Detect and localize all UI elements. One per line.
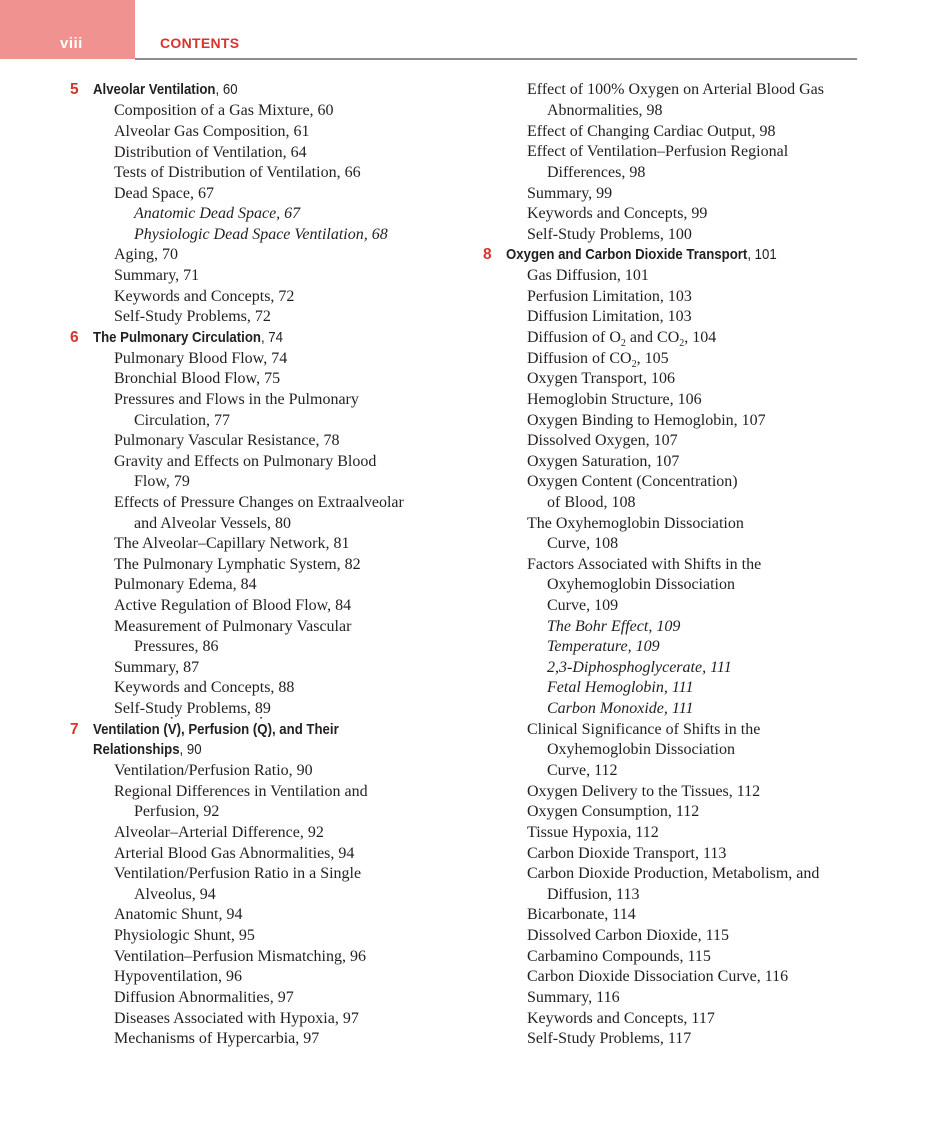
- toc-entry-continuation[interactable]: Flow, 79: [134, 473, 190, 490]
- toc-entry[interactable]: Alveolar Gas Composition, 61: [114, 123, 310, 140]
- toc-entry[interactable]: Effect of 100% Oxygen on Arterial Blood Gas: [527, 81, 824, 98]
- chapter-title: Relationships: [93, 741, 180, 758]
- subscript: 2: [631, 359, 637, 371]
- toc-entry-continuation[interactable]: Diffusion, 113: [547, 886, 640, 903]
- running-head: CONTENTS: [160, 35, 240, 51]
- toc-entry[interactable]: Self-Study Problems, 72: [114, 308, 271, 325]
- toc-entry[interactable]: Carbon Dioxide Dissociation Curve, 116: [527, 968, 789, 985]
- toc-subentry[interactable]: Physiologic Dead Space Ventilation, 68: [134, 226, 388, 243]
- toc-subentry[interactable]: Anatomic Dead Space, 67: [134, 205, 301, 222]
- toc-subentry[interactable]: The Bohr Effect, 109: [547, 618, 681, 635]
- chapter-page: , 101: [747, 246, 777, 263]
- chapter-number: 5: [70, 81, 79, 98]
- toc-entry[interactable]: Effects of Pressure Changes on Extraalveolar: [114, 494, 404, 511]
- toc-entry-continuation[interactable]: Abnormalities, 98: [547, 102, 663, 119]
- toc-entry-continuation[interactable]: Alveolus, 94: [134, 886, 216, 903]
- toc-entry-co2[interactable]: [527, 349, 669, 369]
- toc-entry[interactable]: Gravity and Effects on Pulmonary Blood: [114, 453, 377, 470]
- toc-entry[interactable]: Arterial Blood Gas Abnormalities, 94: [114, 845, 355, 862]
- toc-entry[interactable]: Bicarbonate, 114: [527, 906, 636, 923]
- toc-entry[interactable]: Anatomic Shunt, 94: [114, 906, 243, 923]
- toc-entry[interactable]: Pulmonary Edema, 84: [114, 576, 257, 593]
- toc-subentry[interactable]: 2,3-Diphosphoglycerate, 111: [547, 659, 732, 676]
- toc-entry[interactable]: Oxygen Delivery to the Tissues, 112: [527, 783, 761, 800]
- toc-subentry[interactable]: Temperature, 109: [547, 638, 660, 655]
- toc-entry[interactable]: Self-Study Problems, 100: [527, 226, 692, 243]
- toc-entry-continuation[interactable]: Oxyhemoglobin Dissociation: [547, 741, 735, 758]
- chapter-page: , 60: [215, 81, 238, 98]
- toc-entry[interactable]: Dead Space, 67: [114, 185, 214, 202]
- toc-entry[interactable]: Perfusion Limitation, 103: [527, 288, 692, 305]
- toc-entry[interactable]: The Pulmonary Lymphatic System, 82: [114, 556, 361, 573]
- toc-entry-continuation[interactable]: of Blood, 108: [547, 494, 636, 511]
- entry-text: , 105: [636, 350, 669, 367]
- chapter-page: , 74: [260, 329, 283, 346]
- toc-entry[interactable]: Oxygen Transport, 106: [527, 370, 676, 387]
- toc-entry-continuation[interactable]: Differences, 98: [547, 164, 646, 181]
- chapter-number: 7: [70, 721, 79, 738]
- toc-subentry[interactable]: Carbon Monoxide, 111: [547, 700, 694, 717]
- toc-entry[interactable]: Ventilation/Perfusion Ratio, 90: [114, 762, 313, 779]
- toc-entry[interactable]: The Alveolar–Capillary Network, 81: [114, 535, 350, 552]
- toc-entry[interactable]: Factors Associated with Shifts in the: [527, 556, 762, 573]
- q-dot-symbol: ˙ Q: [257, 721, 267, 738]
- chapter-page: , 90: [179, 741, 202, 758]
- toc-entry[interactable]: Effect of Ventilation–Perfusion Regional: [527, 143, 789, 160]
- toc-entry[interactable]: Pressures and Flows in the Pulmonary: [114, 391, 359, 408]
- toc-entry[interactable]: Pulmonary Blood Flow, 74: [114, 350, 288, 367]
- page-number: viii: [60, 35, 83, 52]
- toc-entry-continuation[interactable]: Curve, 108: [547, 535, 619, 552]
- toc-entry-continuation[interactable]: Curve, 112: [547, 762, 618, 779]
- toc-entry[interactable]: Summary, 116: [527, 989, 620, 1006]
- toc-entry[interactable]: Tests of Distribution of Ventilation, 66: [114, 164, 361, 181]
- toc-entry-continuation[interactable]: Perfusion, 92: [134, 803, 220, 820]
- toc-entry[interactable]: Tissue Hypoxia, 112: [527, 824, 659, 841]
- toc-entry[interactable]: Diseases Associated with Hypoxia, 97: [114, 1010, 359, 1027]
- toc-entry[interactable]: Oxygen Consumption, 112: [527, 803, 700, 820]
- chapter-title: Oxygen and Carbon Dioxide Transport: [506, 246, 748, 263]
- subscript: 2: [620, 338, 626, 350]
- chapter-number: 6: [70, 329, 79, 346]
- toc-entry[interactable]: Composition of a Gas Mixture, 60: [114, 102, 334, 119]
- toc-entry[interactable]: Diffusion Abnormalities, 97: [114, 989, 294, 1006]
- toc-entry[interactable]: Aging, 70: [114, 246, 178, 263]
- entry-text: Diffusion of O: [527, 329, 621, 346]
- toc-entry[interactable]: Hypoventilation, 96: [114, 968, 242, 985]
- toc-entry[interactable]: Keywords and Concepts, 88: [114, 679, 295, 696]
- toc-entry[interactable]: Gas Diffusion, 101: [527, 267, 649, 284]
- toc-entry[interactable]: Pulmonary Vascular Resistance, 78: [114, 432, 340, 449]
- chapter-number: 8: [483, 246, 492, 263]
- toc-entry-continuation[interactable]: and Alveolar Vessels, 80: [134, 515, 292, 532]
- toc-entry[interactable]: Summary, 87: [114, 659, 200, 676]
- toc-entry[interactable]: Self-Study Problems, 117: [527, 1030, 692, 1047]
- toc-entry[interactable]: Alveolar–Arterial Difference, 92: [114, 824, 324, 841]
- toc-entry[interactable]: Carbon Dioxide Production, Metabolism, and: [527, 865, 820, 882]
- toc-entry[interactable]: Summary, 99: [527, 185, 613, 202]
- toc-entry[interactable]: Measurement of Pulmonary Vascular: [114, 618, 352, 635]
- toc-entry[interactable]: Mechanisms of Hypercarbia, 97: [114, 1030, 320, 1047]
- toc-entry-continuation[interactable]: Oxyhemoglobin Dissociation: [547, 576, 735, 593]
- chapter-title-part: ), and Their: [267, 721, 339, 738]
- toc-entry[interactable]: Oxygen Binding to Hemoglobin, 107: [527, 412, 766, 429]
- toc-subentry[interactable]: Fetal Hemoglobin, 111: [547, 679, 694, 696]
- toc-entry[interactable]: Carbon Dioxide Transport, 113: [527, 845, 727, 862]
- toc-entry[interactable]: Physiologic Shunt, 95: [114, 927, 255, 944]
- toc-entry-continuation[interactable]: Pressures, 86: [134, 638, 219, 655]
- chapter-title-part: Ventilation (: [93, 721, 168, 738]
- v-dot-symbol: ˙ V: [168, 721, 177, 738]
- toc-entry[interactable]: Keywords and Concepts, 72: [114, 288, 295, 305]
- toc-entry[interactable]: Active Regulation of Blood Flow, 84: [114, 597, 352, 614]
- chapter-title-part: ), Perfusion (: [176, 721, 258, 738]
- chapter-title: Alveolar Ventilation: [93, 81, 216, 98]
- toc-entry[interactable]: Ventilation/Perfusion Ratio in a Single: [114, 865, 362, 882]
- toc-entry[interactable]: Dissolved Carbon Dioxide, 115: [527, 927, 730, 944]
- toc-entry[interactable]: Keywords and Concepts, 99: [527, 205, 708, 222]
- toc-entry[interactable]: Ventilation–Perfusion Mismatching, 96: [114, 948, 366, 965]
- toc-entry-continuation[interactable]: Circulation, 77: [134, 412, 230, 429]
- toc-entry-o2-co2[interactable]: [527, 328, 716, 348]
- toc-entry[interactable]: Summary, 71: [114, 267, 200, 284]
- toc-entry[interactable]: Self-Study Problems, 89: [114, 700, 271, 717]
- toc-entry[interactable]: Diffusion Limitation, 103: [527, 308, 692, 325]
- entry-text: Diffusion of CO: [527, 350, 632, 367]
- entry-text: , 104: [684, 329, 717, 346]
- toc-entry[interactable]: Oxygen Content (Concentration): [527, 473, 738, 490]
- toc-entry[interactable]: Hemoglobin Structure, 106: [527, 391, 702, 408]
- toc-entry[interactable]: Regional Differences in Ventilation and: [114, 783, 368, 800]
- toc-entry-continuation[interactable]: Curve, 109: [547, 597, 619, 614]
- toc-entry[interactable]: Bronchial Blood Flow, 75: [114, 370, 281, 387]
- header-rule: [135, 58, 857, 60]
- entry-text: and CO: [625, 329, 680, 346]
- toc-entry[interactable]: Keywords and Concepts, 117: [527, 1010, 715, 1027]
- toc-entry[interactable]: Carbamino Compounds, 115: [527, 948, 711, 965]
- toc-entry[interactable]: Oxygen Saturation, 107: [527, 453, 680, 470]
- chapter-title: The Pulmonary Circulation: [93, 329, 261, 346]
- toc-entry[interactable]: Clinical Significance of Shifts in the: [527, 721, 761, 738]
- toc-entry[interactable]: Distribution of Ventilation, 64: [114, 144, 307, 161]
- toc-entry[interactable]: Dissolved Oxygen, 107: [527, 432, 678, 449]
- toc-entry[interactable]: Effect of Changing Cardiac Output, 98: [527, 123, 776, 140]
- subscript: 2: [679, 338, 685, 350]
- toc-entry[interactable]: The Oxyhemoglobin Dissociation: [527, 515, 744, 532]
